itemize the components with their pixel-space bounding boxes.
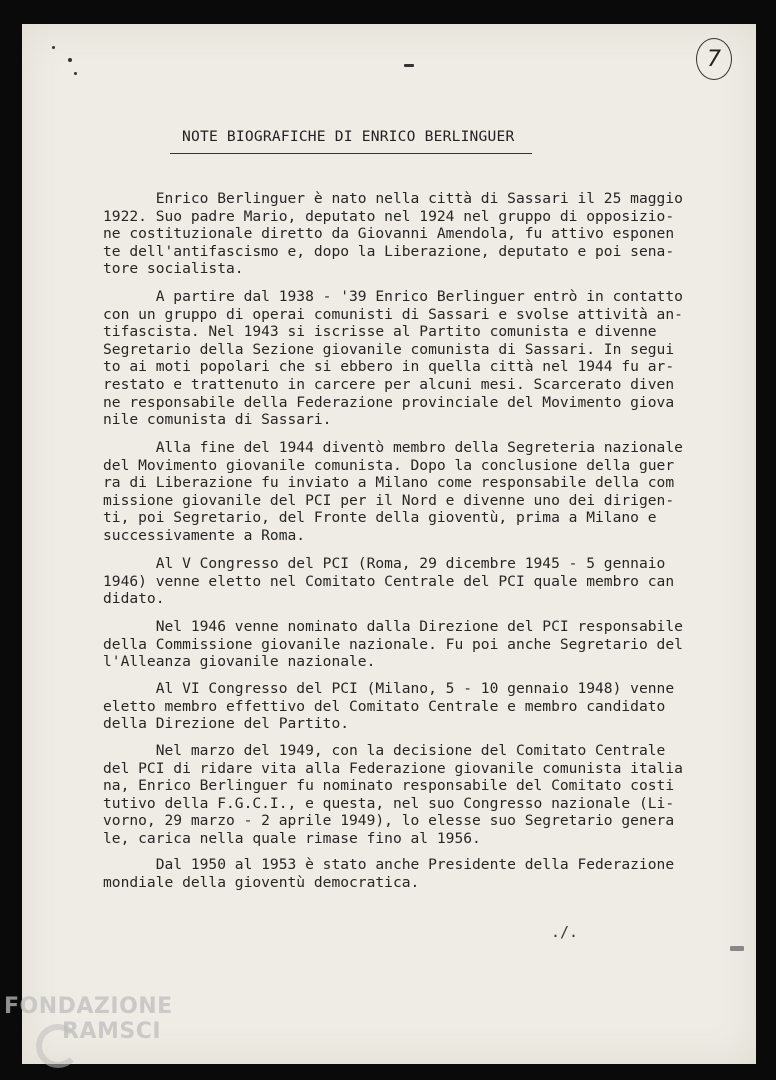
- text-line: A partire dal 1938 - '39 Enrico Berlinguer entrò in contatto: [103, 288, 683, 305]
- document-title: NOTE BIOGRAFICHE DI ENRICO BERLINGUER: [182, 128, 515, 145]
- scan-speck: [730, 946, 744, 951]
- text-line: tore socialista.: [103, 260, 244, 278]
- text-line: le, carica nella quale rimase fino al 1956.: [103, 829, 481, 847]
- text-line: Nel marzo del 1949, con la decisione del Comitato Centrale: [103, 742, 666, 759]
- text-line: didato.: [103, 590, 165, 608]
- text-line: eletto membro effettivo del Comitato Centrale e membro candidato: [103, 697, 666, 715]
- paragraph-4: [103, 555, 703, 608]
- text-line: del PCI di ridare vita alla Federazione giovanile comunista italia: [103, 759, 683, 777]
- paragraph-8: [103, 856, 703, 891]
- text-line: Dal 1950 al 1953 è stato anche Presidente della Federazione: [103, 856, 675, 873]
- text-line: Nel 1946 venne nominato dalla Direzione del PCI responsabile: [103, 618, 683, 635]
- text-line: della Direzione del Partito.: [103, 715, 350, 733]
- text-line: restato e trattenuto in carcere per alcuni mesi. Scarcerato diven: [103, 375, 675, 393]
- text-line: ra di Liberazione fu inviato a Milano come responsabile della com: [103, 474, 675, 492]
- text-line: mondiale della gioventù democratica.: [103, 873, 420, 891]
- text-line: l'Alleanza giovanile nazionale.: [103, 653, 376, 671]
- scan-speck: [52, 46, 55, 49]
- text-line: tifascista. Nel 1943 si iscrisse al Partito comunista e divenne: [103, 323, 657, 341]
- text-line: ne responsabile della Federazione provinciale del Movimento giova: [103, 393, 675, 411]
- paragraph-5: [103, 618, 703, 671]
- watermark-line-1: FONDAZIONE: [4, 994, 173, 1019]
- text-line: successivamente a Roma.: [103, 526, 306, 544]
- text-line: del Movimento giovanile comunista. Dopo la conclusione della guer: [103, 456, 675, 474]
- text-line: 1922. Suo padre Mario, deputato nel 1924 nel gruppo di opposizio-: [103, 207, 675, 225]
- text-line: con un gruppo di operai comunisti di Sassari e svolse attività an-: [103, 305, 683, 323]
- scan-speck: [74, 72, 77, 75]
- text-line: tutivo della F.G.C.I., e questa, nel suo Congresso nazionale (Li-: [103, 794, 675, 812]
- paragraph-6: [103, 680, 703, 733]
- paragraph-7: [103, 742, 703, 848]
- text-line: te dell'antifascismo e, dopo la Liberazione, deputato e poi sena-: [103, 242, 675, 260]
- text-line: Segretario della Sezione giovanile comunista di Sassari. In segui: [103, 340, 675, 358]
- text-line: 1946) venne eletto nel Comitato Centrale del PCI quale membro can: [103, 572, 675, 590]
- text-line: missione giovanile del PCI per il Nord e divenne uno dei dirigen-: [103, 491, 675, 509]
- text-line: della Commissione giovanile nazionale. Fu poi anche Segretario del: [103, 635, 683, 653]
- scan-speck: [68, 58, 72, 62]
- text-line: Alla fine del 1944 diventò membro della Segreteria nazionale: [103, 439, 683, 456]
- text-line: vorno, 29 marzo - 2 aprile 1949), lo elesse suo Segretario genera: [103, 812, 675, 830]
- paragraph-1: [103, 190, 703, 278]
- page-number: [696, 38, 732, 80]
- text-line: ne costituzionale diretto da Giovanni Amendola, fu attivo esponen: [103, 225, 675, 243]
- title-underline: [170, 153, 532, 154]
- text-line: Al V Congresso del PCI (Roma, 29 dicembre 1945 - 5 gennaio: [103, 555, 666, 572]
- continuation-mark: ./.: [551, 923, 579, 941]
- paragraph-3: [103, 439, 703, 545]
- watermark: [4, 994, 173, 1044]
- text-line: Al VI Congresso del PCI (Milano, 5 - 10 gennaio 1948) venne: [103, 680, 675, 697]
- text-line: Enrico Berlinguer è nato nella città di Sassari il 25 maggio: [103, 190, 683, 207]
- text-line: ti, poi Segretario, del Fronte della gioventù, prima a Milano e: [103, 509, 657, 527]
- text-line: nile comunista di Sassari.: [103, 411, 332, 429]
- watermark-line-2: RAMSCI: [62, 1019, 162, 1044]
- scan-speck: [404, 64, 414, 67]
- paragraph-2: [103, 288, 703, 429]
- page-number-text: 7: [707, 46, 721, 72]
- text-line: to ai moti popolari che si ebbero in quella città nel 1944 fu ar-: [103, 358, 675, 376]
- text-line: na, Enrico Berlinguer fu nominato responsabile del Comitato costi: [103, 777, 675, 795]
